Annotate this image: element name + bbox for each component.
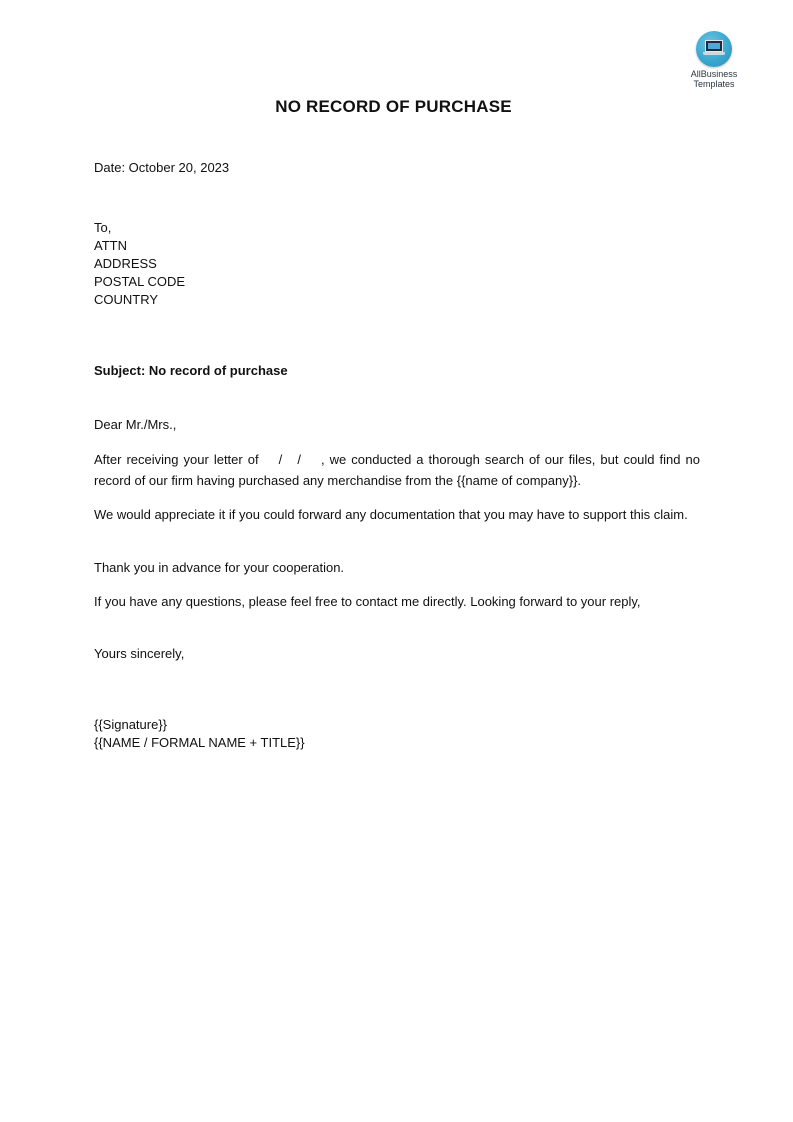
- laptop-icon: [696, 31, 732, 67]
- name-title-placeholder: {{NAME / FORMAL NAME + TITLE}}: [94, 735, 305, 750]
- paragraph-thanks: Thank you in advance for your cooperation.: [94, 560, 345, 575]
- logo-text-line1: AllBusiness: [690, 69, 738, 79]
- document-title: NO RECORD OF PURCHASE: [275, 97, 512, 116]
- address-country: COUNTRY: [94, 292, 159, 307]
- salutation: Dear Mr./Mrs.,: [94, 417, 177, 432]
- paragraph-letter-search: After receiving your letter of / / , we conducted a thorough search of our files, but could find no record of our firm having purchased any merchandise from the {{name of company}}.: [94, 452, 704, 488]
- address-line: ADDRESS: [94, 256, 157, 271]
- logo-text-line2: Templates: [693, 79, 735, 89]
- subject-line: Subject: No record of purchase: [94, 363, 288, 378]
- paragraph-contact: If you have any questions, please feel free to contact me directly. Looking forward to your reply,: [94, 594, 641, 609]
- address-to: To,: [94, 220, 112, 235]
- allbusiness-logo: [682, 31, 746, 89]
- closing: Yours sincerely,: [94, 646, 185, 661]
- logo-text: [682, 69, 746, 89]
- address-postal-code: POSTAL CODE: [94, 274, 186, 289]
- signature-placeholder: {{Signature}}: [94, 717, 168, 732]
- address-attn: ATTN: [94, 238, 127, 253]
- paragraph-documentation-request: We would appreciate it if you could forward any documentation that you may have to support this claim.: [94, 507, 688, 522]
- date-line: Date: October 20, 2023: [94, 160, 230, 175]
